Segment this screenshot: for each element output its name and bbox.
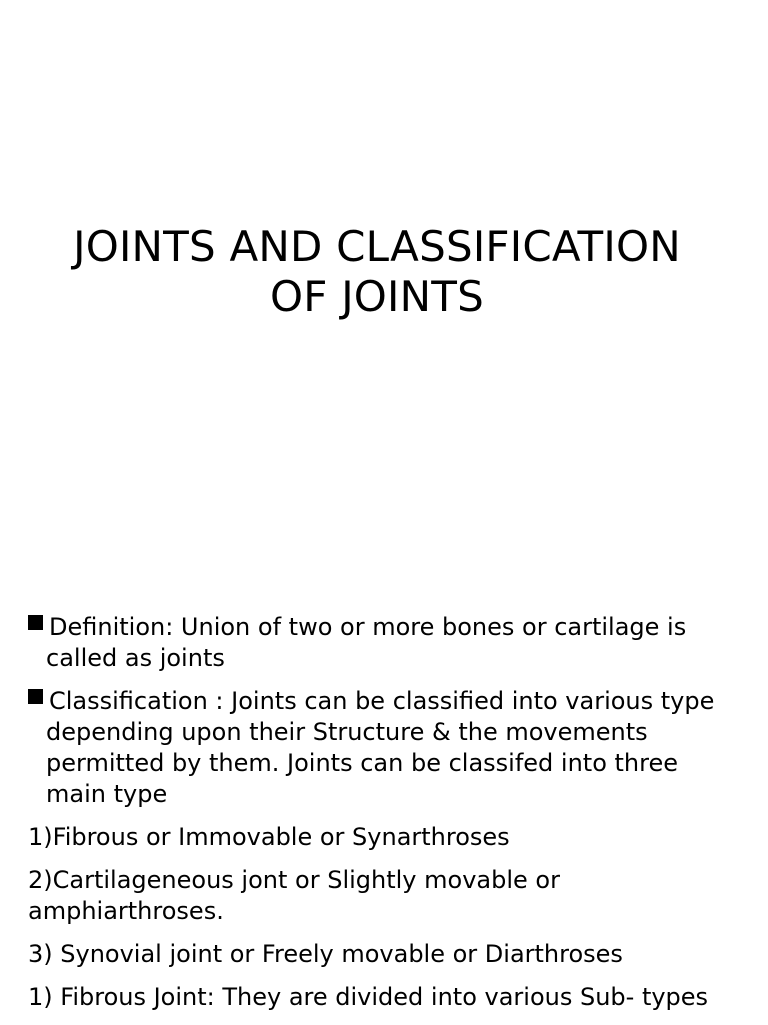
list-item-text: amphiarthroses. xyxy=(28,897,224,925)
bullet-text: Definition: Union of two or more bones or cartilage is xyxy=(49,613,687,641)
square-bullet-icon xyxy=(28,689,43,704)
list-item-synovial xyxy=(28,939,748,970)
bullet-text: depending upon their Structure & the movements xyxy=(46,718,648,746)
list-item-text: 2)Cartilageneous jont or Slightly movable or xyxy=(28,866,560,894)
list-item-text: 1) Fibrous Joint: They are divided into various Sub- types xyxy=(28,983,709,1011)
bullet-text: called as joints xyxy=(46,644,225,672)
list-item-text: 3) Synovial joint or Freely movable or Diarthroses xyxy=(28,940,623,968)
list-item-fibrous xyxy=(28,822,748,853)
bullet-definition xyxy=(28,612,748,674)
fibrous-joint-heading xyxy=(28,982,748,1013)
slide-title xyxy=(20,222,734,322)
bullet-classification xyxy=(28,686,748,810)
title-line: JOINTS AND CLASSIFICATION xyxy=(73,222,681,271)
title-line: OF JOINTS xyxy=(270,272,484,321)
list-item-cartilaginous xyxy=(28,865,748,927)
bullet-text: permitted by them. Joints can be classifed into three xyxy=(46,749,679,777)
bullet-text: main type xyxy=(46,780,168,808)
list-item-text: 1)Fibrous or Immovable or Synarthroses xyxy=(28,823,510,851)
slide-body xyxy=(28,612,748,1025)
bullet-text: Classification : Joints can be classified into various type xyxy=(49,687,715,715)
square-bullet-icon xyxy=(28,615,43,630)
